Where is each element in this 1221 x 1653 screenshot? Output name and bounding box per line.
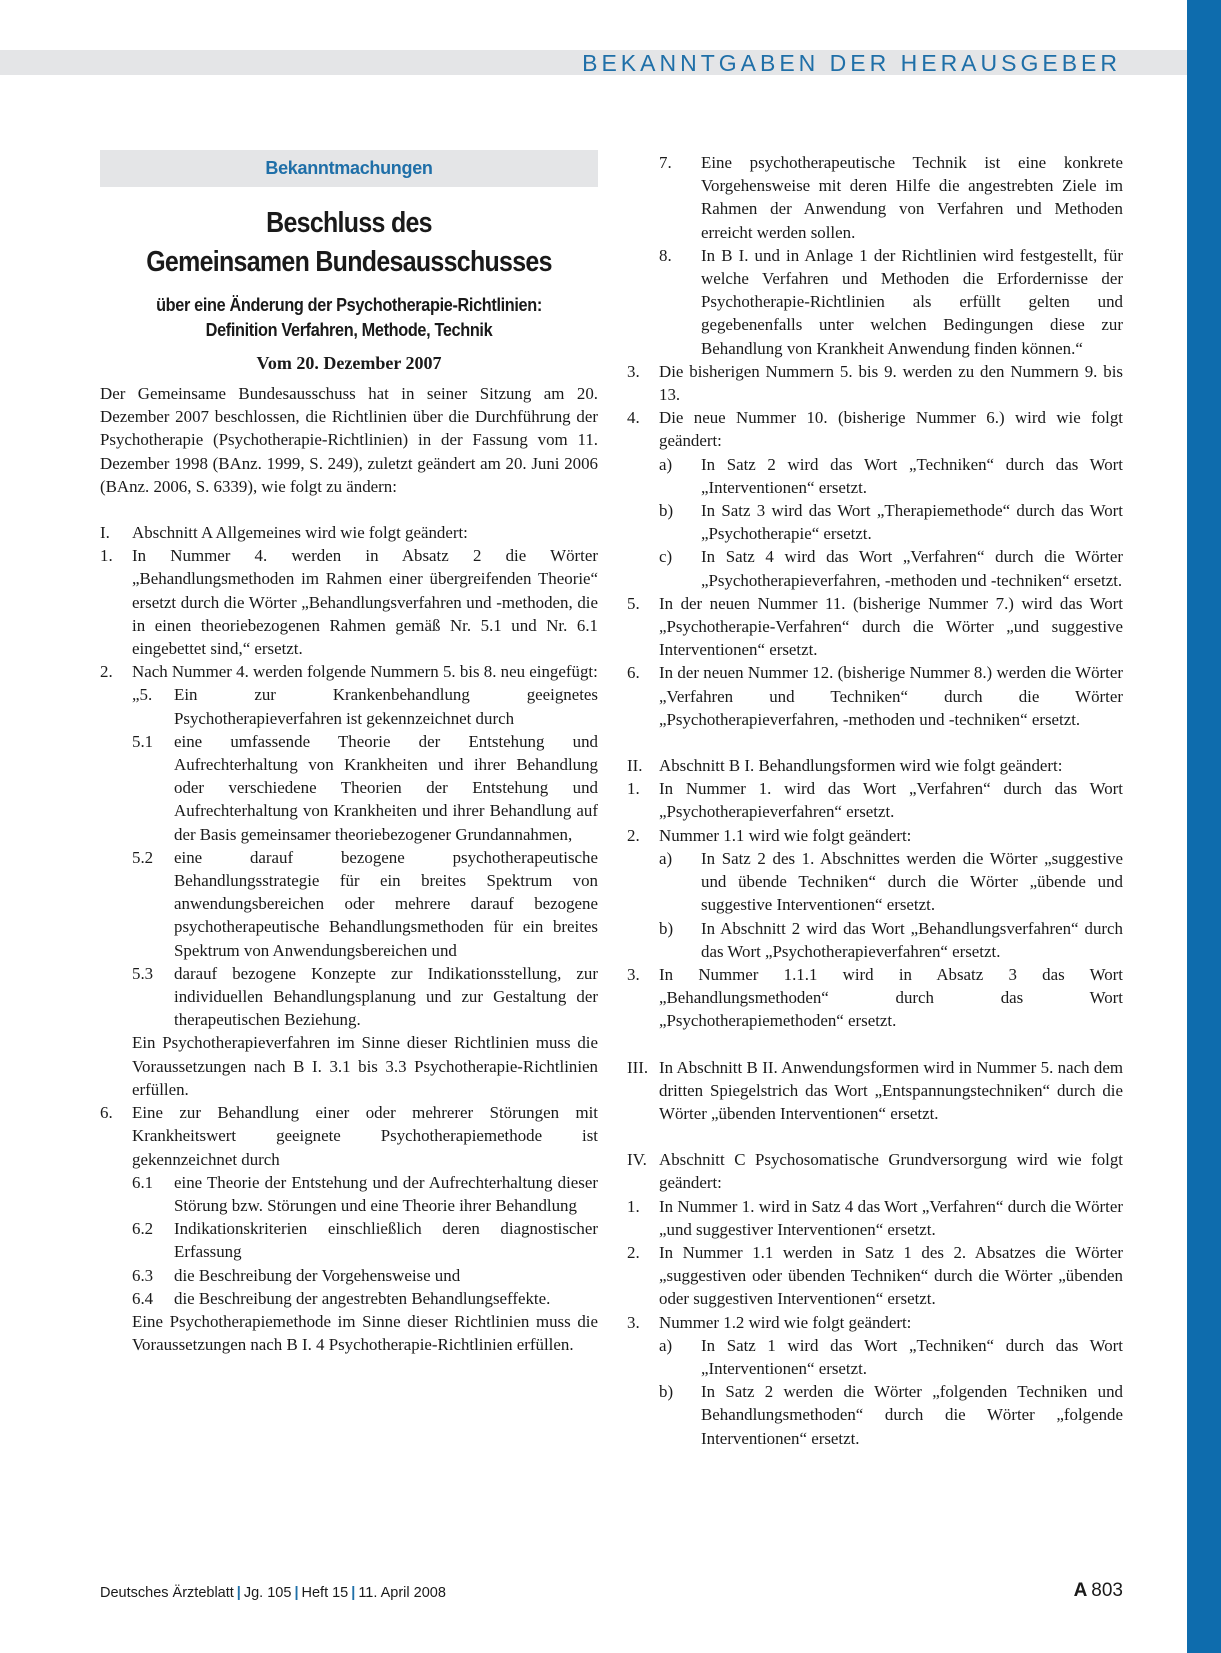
- item-number: 3.: [627, 361, 640, 381]
- item-number: 7.: [659, 153, 672, 172]
- item-number: 5.2: [132, 847, 154, 867]
- section-title: BEKANNTGABEN DER HERAUSGEBER: [582, 50, 1121, 76]
- item-text: In Abschnitt 2 wird das Wort „Behandlungsverfahren“ durch das Wort „Psychotherapieverfahren“ ersetzt.: [701, 918, 1123, 961]
- item-text: In Satz 3 wird das Wort „Therapiemethode“ durch das Wort „Psychotherapie“ ersetzt.: [701, 501, 1123, 544]
- list-item: [627, 1195, 1123, 1241]
- sub-item: [100, 846, 598, 962]
- side-color-bar: [1187, 0, 1221, 1653]
- sub-item: [100, 1264, 598, 1287]
- item-number: 6.4: [132, 1288, 154, 1308]
- section-item: [100, 521, 598, 544]
- list-item: [627, 592, 1123, 662]
- page-prefix: A: [1073, 1580, 1088, 1601]
- journal-issue: Heft 15: [301, 1585, 349, 1601]
- item-text: die Beschreibung der angestrebten Behandlungseffekte.: [174, 1288, 551, 1308]
- journal-volume: Jg. 105: [243, 1585, 292, 1601]
- item-number: II.: [627, 756, 643, 776]
- item-text: die Beschreibung der Vorgehensweise und: [174, 1265, 461, 1285]
- page-number: [1074, 1578, 1123, 1604]
- item-number: I.: [100, 523, 110, 543]
- title-line: Beschluss des: [266, 207, 432, 239]
- item-text: Abschnitt A Allgemeines wird wie folgt geändert:: [132, 523, 468, 543]
- left-column: [100, 150, 598, 1356]
- item-text: In Satz 2 wird das Wort „Techniken“ durch das Wort „Interventionen“ ersetzt.: [701, 454, 1123, 497]
- sub-item: [100, 1217, 598, 1263]
- item-number: IV.: [627, 1150, 647, 1170]
- item-number: 5.: [627, 593, 640, 613]
- item-text: In Nummer 1. wird das Wort „Verfahren“ durch das Wort „Psychotherapieverfahren“ ersetzt.: [659, 779, 1123, 822]
- item-number: a): [659, 454, 673, 474]
- journal-name: Deutsches Ärzteblatt: [100, 1585, 234, 1601]
- item-text: Nummer 1.1 wird wie folgt geändert:: [659, 825, 912, 845]
- separator: |: [351, 1585, 356, 1601]
- item-number: 3.: [627, 1312, 640, 1332]
- item-number: 2.: [627, 825, 640, 845]
- item-text: In Satz 2 des 1. Abschnittes werden die Wörter „suggestive und übende Techniken“ durch die Wörter „übende und suggestive Interventionen“ ersetzt.: [701, 848, 1123, 915]
- item-text: Ein zur Krankenbehandlung geeignetes Psychotherapieverfahren ist gekennzeichnet durch: [174, 685, 598, 728]
- item-number: „5.: [132, 685, 153, 705]
- sub-item: [627, 1380, 1123, 1450]
- spacer: [100, 498, 598, 521]
- item-number: 1.: [100, 546, 113, 566]
- item-text: Abschnitt B I. Behandlungsformen wird wie folgt geändert:: [659, 756, 1063, 776]
- list-item: [627, 1311, 1123, 1334]
- section-item: [627, 1056, 1123, 1126]
- item-text: In Satz 1 wird das Wort „Techniken“ durch das Wort „Interventionen“ ersetzt.: [701, 1335, 1123, 1378]
- item-number: 2.: [627, 1242, 640, 1262]
- item-number: c): [659, 547, 673, 567]
- item-text: In der neuen Nummer 12. (bisherige Nummer 8.) werden die Wörter „Verfahren und Techniken“ durch die Wörter „Psychotherapieverfahren, -methoden und -techniken“ ersetzt.: [659, 663, 1123, 729]
- list-item: [627, 777, 1123, 823]
- item-number: 1.: [627, 779, 640, 799]
- item-text: In Satz 2 werden die Wörter „folgenden Techniken und Behandlungsmethoden“ durch die Wörter „folgende Interventionen“ ersetzt.: [701, 1382, 1123, 1448]
- item-text: Eine psychotherapeutische Technik ist eine konkrete Vorgehensweise mit deren Hilfe die angestrebten Ziele im Rahmen der Anwendung von Verfahren und Methoden erreicht werden sollen.: [701, 153, 1123, 242]
- section-item: [627, 1148, 1123, 1194]
- item-number: b): [659, 1382, 674, 1402]
- spacer: [627, 731, 1123, 754]
- list-item: [627, 406, 1123, 452]
- item-number: 6.1: [132, 1172, 154, 1192]
- article-date: Vom 20. Dezember 2007: [256, 353, 442, 373]
- sub-item: [100, 683, 598, 729]
- item-number: 8.: [659, 245, 672, 265]
- item-number: b): [659, 501, 674, 521]
- item-number: 5.3: [132, 963, 154, 983]
- item-text: In Satz 4 wird das Wort „Verfahren“ durch die Wörter „Psychotherapieverfahren, -methoden und -techniken“ ersetzt.: [701, 547, 1123, 590]
- journal-date: 11. April 2008: [358, 1585, 446, 1601]
- list-item: [100, 660, 598, 683]
- list-item: [627, 360, 1123, 406]
- item-text: darauf bezogene Konzepte zur Indikationsstellung, zur individuellen Behandlungsplanung und zur Gestaltung der therapeutischen Beziehung.: [174, 963, 598, 1030]
- item-text: In Nummer 1.1.1 wird in Absatz 3 das Wort „Behandlungsmethoden“ durch das Wort „Psychotherapiemethoden“ ersetzt.: [659, 964, 1123, 1031]
- list-item: [627, 661, 1123, 731]
- sub-item: [100, 1171, 598, 1217]
- article-title: [135, 204, 563, 282]
- item-number: 4.: [627, 408, 640, 428]
- item-number: 3.: [627, 964, 640, 984]
- item-number: a): [659, 848, 673, 868]
- subtitle-line: Definition Verfahren, Methode, Technik: [205, 319, 493, 340]
- sub-item: [627, 244, 1123, 360]
- item-text: Die bisherigen Nummern 5. bis 9. werden zu den Nummern 9. bis 13.: [659, 361, 1123, 405]
- list-item: [100, 1101, 598, 1171]
- item-text: In Nummer 1. wird in Satz 4 das Wort „Verfahren“ durch die Wörter „und suggestiver Interventionen“ ersetzt.: [659, 1196, 1123, 1239]
- list-item: [627, 963, 1123, 1033]
- spacer: [627, 1033, 1123, 1056]
- page-value: 803: [1091, 1580, 1123, 1601]
- article-subtitle: [130, 292, 568, 342]
- sub-item: [627, 545, 1123, 591]
- item-number: 6.: [100, 1103, 113, 1123]
- item-number: 5.1: [132, 731, 154, 751]
- item-number: 2.: [100, 662, 113, 682]
- item-text: In B I. und in Anlage 1 der Richtlinien wird festgestellt, für welche Verfahren und Methoden die Erfordernisse der Psychotherapie-Richtlinien als erfüllt gelten und gegebenenfalls unter welchen Bedingungen diese zur Behandlung von Krankheit Anwendung finden können.“: [701, 245, 1123, 358]
- item-text: In der neuen Nummer 11. (bisherige Nummer 7.) wird das Wort „Psychotherapie-Verfahren“ durch die Wörter „und suggestive Interventionen“ ersetzt.: [659, 593, 1123, 660]
- sub-item: [100, 730, 598, 846]
- item-text: eine darauf bezogene psychotherapeutische Behandlungsstrategie für ein breites Spektrum von anwendungsbereichen oder mehrere darauf bezogene psychotherapeutische Behandlungsmethoden für ein breites Spektrum von Anwendungsbereichen und: [174, 847, 598, 960]
- separator: |: [294, 1585, 299, 1601]
- item-number: a): [659, 1335, 673, 1355]
- sub-item: [627, 917, 1123, 963]
- right-column: [627, 151, 1123, 1450]
- item-text: Abschnitt C Psychosomatische Grundversorgung wird wie folgt geändert:: [659, 1150, 1123, 1193]
- item-text: eine umfassende Theorie der Entstehung und Aufrechterhaltung von Krankheiten und ihrer Behandlung oder verschiedene Theorien der Entstehung und Aufrechterhaltung von Krankheiten und ihrer Behandlung auf der Basis gemeinsamer theoriebezogener Grundannahmen,: [174, 731, 598, 844]
- item-number: 1.: [627, 1196, 640, 1216]
- title-line: Gemeinsamen Bundesausschusses: [146, 246, 552, 278]
- item-text: Nach Nummer 4. werden folgende Nummern 5. bis 8. neu eingefügt:: [132, 662, 598, 682]
- kicker-label: Bekanntmachungen: [100, 150, 598, 187]
- separator: |: [236, 1585, 241, 1601]
- item-text: Eine zur Behandlung einer oder mehrerer Störungen mit Krankheitswert geeignete Psychotherapiemethode ist gekennzeichnet durch: [132, 1103, 598, 1169]
- spacer: [627, 1125, 1123, 1148]
- footer-citation: [100, 1583, 446, 1603]
- sub-item: [627, 1334, 1123, 1380]
- sub-item: [627, 453, 1123, 499]
- item-text: In Abschnitt B II. Anwendungsformen wird in Nummer 5. nach dem dritten Spiegelstrich das Wort „Entspannungstechniken“ durch die Wörter „übenden Interventionen“ ersetzt.: [659, 1057, 1123, 1123]
- list-item: [627, 824, 1123, 847]
- continuation-text: Eine Psychotherapiemethode im Sinne dieser Richtlinien muss die Voraussetzungen nach B I. 4 Psychotherapie-Richtlinien erfüllen.: [132, 1311, 598, 1355]
- intro-paragraph: Der Gemeinsame Bundesausschuss hat in seiner Sitzung am 20. Dezember 2007 beschlossen, die Richtlinien über die Durchführung der Psychotherapie (Psychotherapie-Richtlinien) in der Fassung vom 11. Dezember 1998 (BAnz. 1999, S. 249), zuletzt geändert am 20. Juni 2006 (BAnz. 2006, S. 6339), wie folgt zu ändern:: [100, 384, 598, 496]
- list-item: [100, 544, 598, 660]
- sub-item: [627, 499, 1123, 545]
- item-text: Die neue Nummer 10. (bisherige Nummer 6.) wird wie folgt geändert:: [659, 408, 1123, 451]
- item-text: eine Theorie der Entstehung und der Aufrechterhaltung dieser Störung bzw. Störungen und eine Theorie ihrer Behandlung: [174, 1172, 598, 1215]
- list-item: [627, 1241, 1123, 1311]
- item-text: In Nummer 1.1 werden in Satz 1 des 2. Absatzes die Wörter „suggestiven oder übenden Techniken“ durch die Wörter „übenden oder suggestiven Interventionen“ ersetzt.: [659, 1242, 1123, 1309]
- sub-item: [627, 847, 1123, 917]
- sub-item: [100, 1287, 598, 1310]
- continuation-text: Ein Psychotherapieverfahren im Sinne dieser Richtlinien muss die Voraussetzungen nach B I. 3.1 bis 3.3 Psychotherapie-Richtlinien erfüllen.: [132, 1033, 598, 1099]
- item-text: Nummer 1.2 wird wie folgt geändert:: [659, 1312, 912, 1332]
- item-number: III.: [627, 1057, 649, 1077]
- sub-item: [627, 151, 1123, 244]
- item-number: 6.2: [132, 1219, 154, 1239]
- item-number: 6.3: [132, 1265, 154, 1285]
- item-text: Indikationskriterien einschließlich deren diagnostischer Erfassung: [174, 1219, 598, 1262]
- item-text: In Nummer 4. werden in Absatz 2 die Wörter „Behandlungsmethoden im Rahmen einer übergreifenden Theorie“ ersetzt durch die Wörter „Behandlungsverfahren und -methoden, die in einen theoriebezogenen Rahmen gemäß Nr. 5.1 und Nr. 6.1 eingebettet sind,“ ersetzt.: [132, 546, 598, 659]
- item-number: b): [659, 918, 674, 938]
- item-number: 6.: [627, 663, 640, 683]
- subtitle-line: über eine Änderung der Psychotherapie-Richtlinien:: [156, 294, 542, 315]
- section-item: [627, 754, 1123, 777]
- sub-item: [100, 962, 598, 1032]
